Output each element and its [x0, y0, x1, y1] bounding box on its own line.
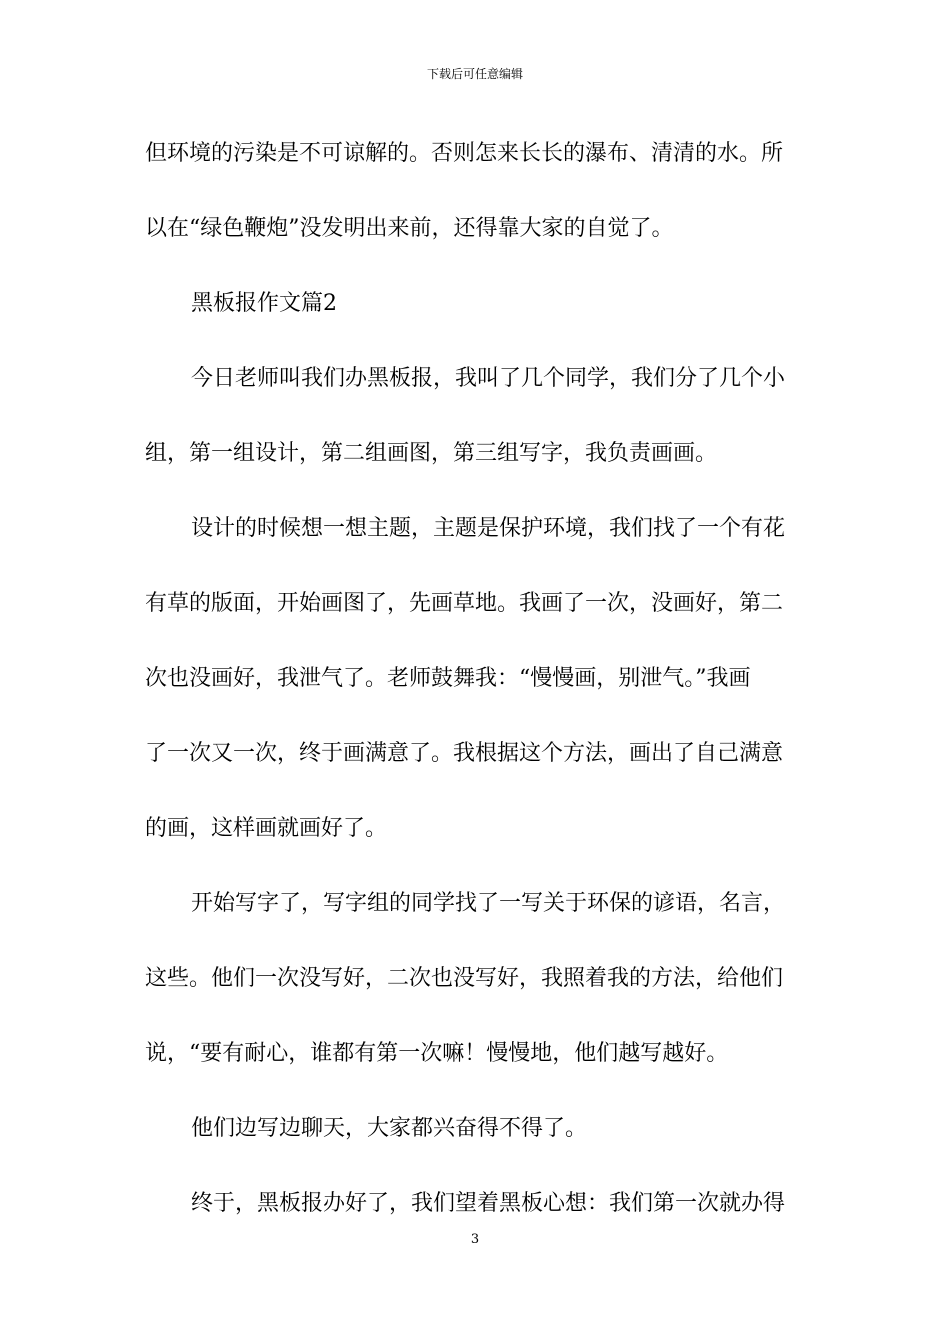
page-number: 3: [470, 1232, 480, 1247]
page-header: 下载后可任意编辑: [426, 67, 523, 81]
text-line: 他们边写边聊天，大家都兴奋得不得了。: [191, 1116, 588, 1141]
text-line: 有草的版面，开始画图了，先画草地。我画了一次，没画好，第二: [145, 591, 784, 616]
text-line: 但环境的污染是不可谅解的。否则怎来长长的瀑布、清清的水。所: [145, 141, 784, 166]
text-line: 次也没画好，我泄气了。老师鼓舞我：“慢慢画，别泄气。”我画: [145, 666, 751, 691]
text-line: 今日老师叫我们办黑板报，我叫了几个同学，我们分了几个小: [191, 366, 786, 391]
text-line: 这些。他们一次没写好，二次也没写好，我照着我的方法，给他们: [145, 966, 784, 991]
text-line: 以在“绿色鞭炮”没发明出来前，还得靠大家的自觉了。: [145, 216, 674, 241]
text-line: 开始写字了，写字组的同学找了一写关于环保的谚语，名言，: [191, 891, 786, 916]
text-line: 设计的时候想一想主题，主题是保护环境，我们找了一个有花: [191, 516, 786, 541]
text-line: 组，第一组设计，第二组画图，第三组写字，我负责画画。: [145, 441, 718, 466]
section-heading: 黑板报作文篇2: [191, 291, 337, 316]
text-line: 了一次又一次，终于画满意了。我根据这个方法，画出了自己满意: [145, 741, 784, 766]
text-line: 说，“要有耐心，谁都有第一次嘛！慢慢地，他们越写越好。: [145, 1041, 729, 1066]
document-body: [145, 134, 815, 1259]
text-line: 的画，这样画就画好了。: [145, 816, 388, 841]
text-line: 终于，黑板报办好了，我们望着黑板心想：我们第一次就办得: [191, 1191, 786, 1216]
